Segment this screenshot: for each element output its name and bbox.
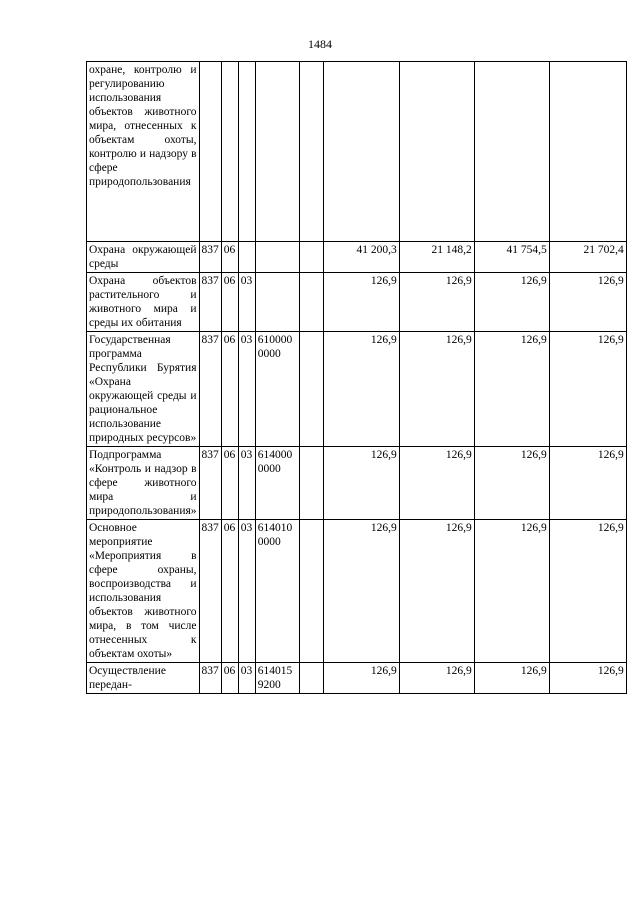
section-code: 06 (221, 663, 238, 694)
amount-2: 126,9 (399, 332, 474, 447)
amount-2: 21 148,2 (399, 242, 474, 273)
subsection-code (238, 242, 255, 273)
subsection-code: 03 (238, 273, 255, 332)
amount-4: 126,9 (549, 663, 626, 694)
amount-1: 126,9 (323, 273, 399, 332)
ministry-code: 837 (199, 447, 221, 520)
amount-3: 126,9 (474, 332, 549, 447)
amount-1: 126,9 (323, 663, 399, 694)
amount-3: 126,9 (474, 663, 549, 694)
target-article-code (255, 273, 299, 332)
ministry-code: 837 (199, 520, 221, 663)
table-row (87, 62, 627, 242)
amount-4: 126,9 (549, 332, 626, 447)
subsection-code (238, 62, 255, 242)
expense-type-code (299, 273, 323, 332)
amount-1: 126,9 (323, 447, 399, 520)
target-article-code (255, 62, 299, 242)
table-row (87, 273, 627, 332)
ministry-code: 837 (199, 242, 221, 273)
ministry-code: 837 (199, 663, 221, 694)
section-code: 06 (221, 273, 238, 332)
amount-4: 126,9 (549, 520, 626, 663)
expense-type-code (299, 242, 323, 273)
row-name: Государственная программа Республики Бурятия «Охрана окружающей среды и рациональное использование природных ресурсов» (87, 332, 200, 447)
row-name: охране, контролю и регулированию использования объектов животного мира, отнесенных к объектам охоты, контролю и надзору в сфере природопользования (87, 62, 200, 242)
target-article-code: 6140000000 (255, 447, 299, 520)
budget-table (86, 61, 627, 694)
ministry-code: 837 (199, 273, 221, 332)
table-row (87, 663, 627, 694)
expense-type-code (299, 520, 323, 663)
expense-type-code (299, 447, 323, 520)
amount-2: 126,9 (399, 447, 474, 520)
row-name: Подпрограмма «Контроль и надзор в сфере животного мира и природопользования» (87, 447, 200, 520)
amount-1: 126,9 (323, 520, 399, 663)
amount-2: 126,9 (399, 663, 474, 694)
table-row (87, 520, 627, 663)
amount-3: 41 754,5 (474, 242, 549, 273)
section-code (221, 62, 238, 242)
target-article-code: 6140100000 (255, 520, 299, 663)
amount-4 (549, 62, 626, 242)
target-article-code: 6140159200 (255, 663, 299, 694)
subsection-code: 03 (238, 332, 255, 447)
section-code: 06 (221, 332, 238, 447)
amount-2: 126,9 (399, 520, 474, 663)
amount-3: 126,9 (474, 447, 549, 520)
ministry-code: 837 (199, 332, 221, 447)
amount-2 (399, 62, 474, 242)
table-row (87, 332, 627, 447)
amount-3: 126,9 (474, 520, 549, 663)
row-name: Основное мероприятие «Мероприятия в сфере охраны, воспроизводства и использования объектов животного мира, в том числе отнесенных к объектам охоты» (87, 520, 200, 663)
table-row (87, 447, 627, 520)
row-name: Охрана окружающей среды (87, 242, 200, 273)
subsection-code: 03 (238, 447, 255, 520)
amount-2: 126,9 (399, 273, 474, 332)
expense-type-code (299, 663, 323, 694)
expense-type-code (299, 332, 323, 447)
row-name: Охрана объектов растительного и животного мира и среды их обитания (87, 273, 200, 332)
subsection-code: 03 (238, 520, 255, 663)
section-code: 06 (221, 520, 238, 663)
subsection-code: 03 (238, 663, 255, 694)
row-name: Осуществление передан- (87, 663, 200, 694)
amount-1 (323, 62, 399, 242)
page-number: 1484 (308, 37, 332, 51)
amount-4: 21 702,4 (549, 242, 626, 273)
target-article-code: 6100000000 (255, 332, 299, 447)
ministry-code (199, 62, 221, 242)
amount-4: 126,9 (549, 273, 626, 332)
section-code: 06 (221, 447, 238, 520)
expense-type-code (299, 62, 323, 242)
target-article-code (255, 242, 299, 273)
amount-3: 126,9 (474, 273, 549, 332)
section-code: 06 (221, 242, 238, 273)
amount-1: 41 200,3 (323, 242, 399, 273)
amount-4: 126,9 (549, 447, 626, 520)
table-row (87, 242, 627, 273)
amount-3 (474, 62, 549, 242)
amount-1: 126,9 (323, 332, 399, 447)
